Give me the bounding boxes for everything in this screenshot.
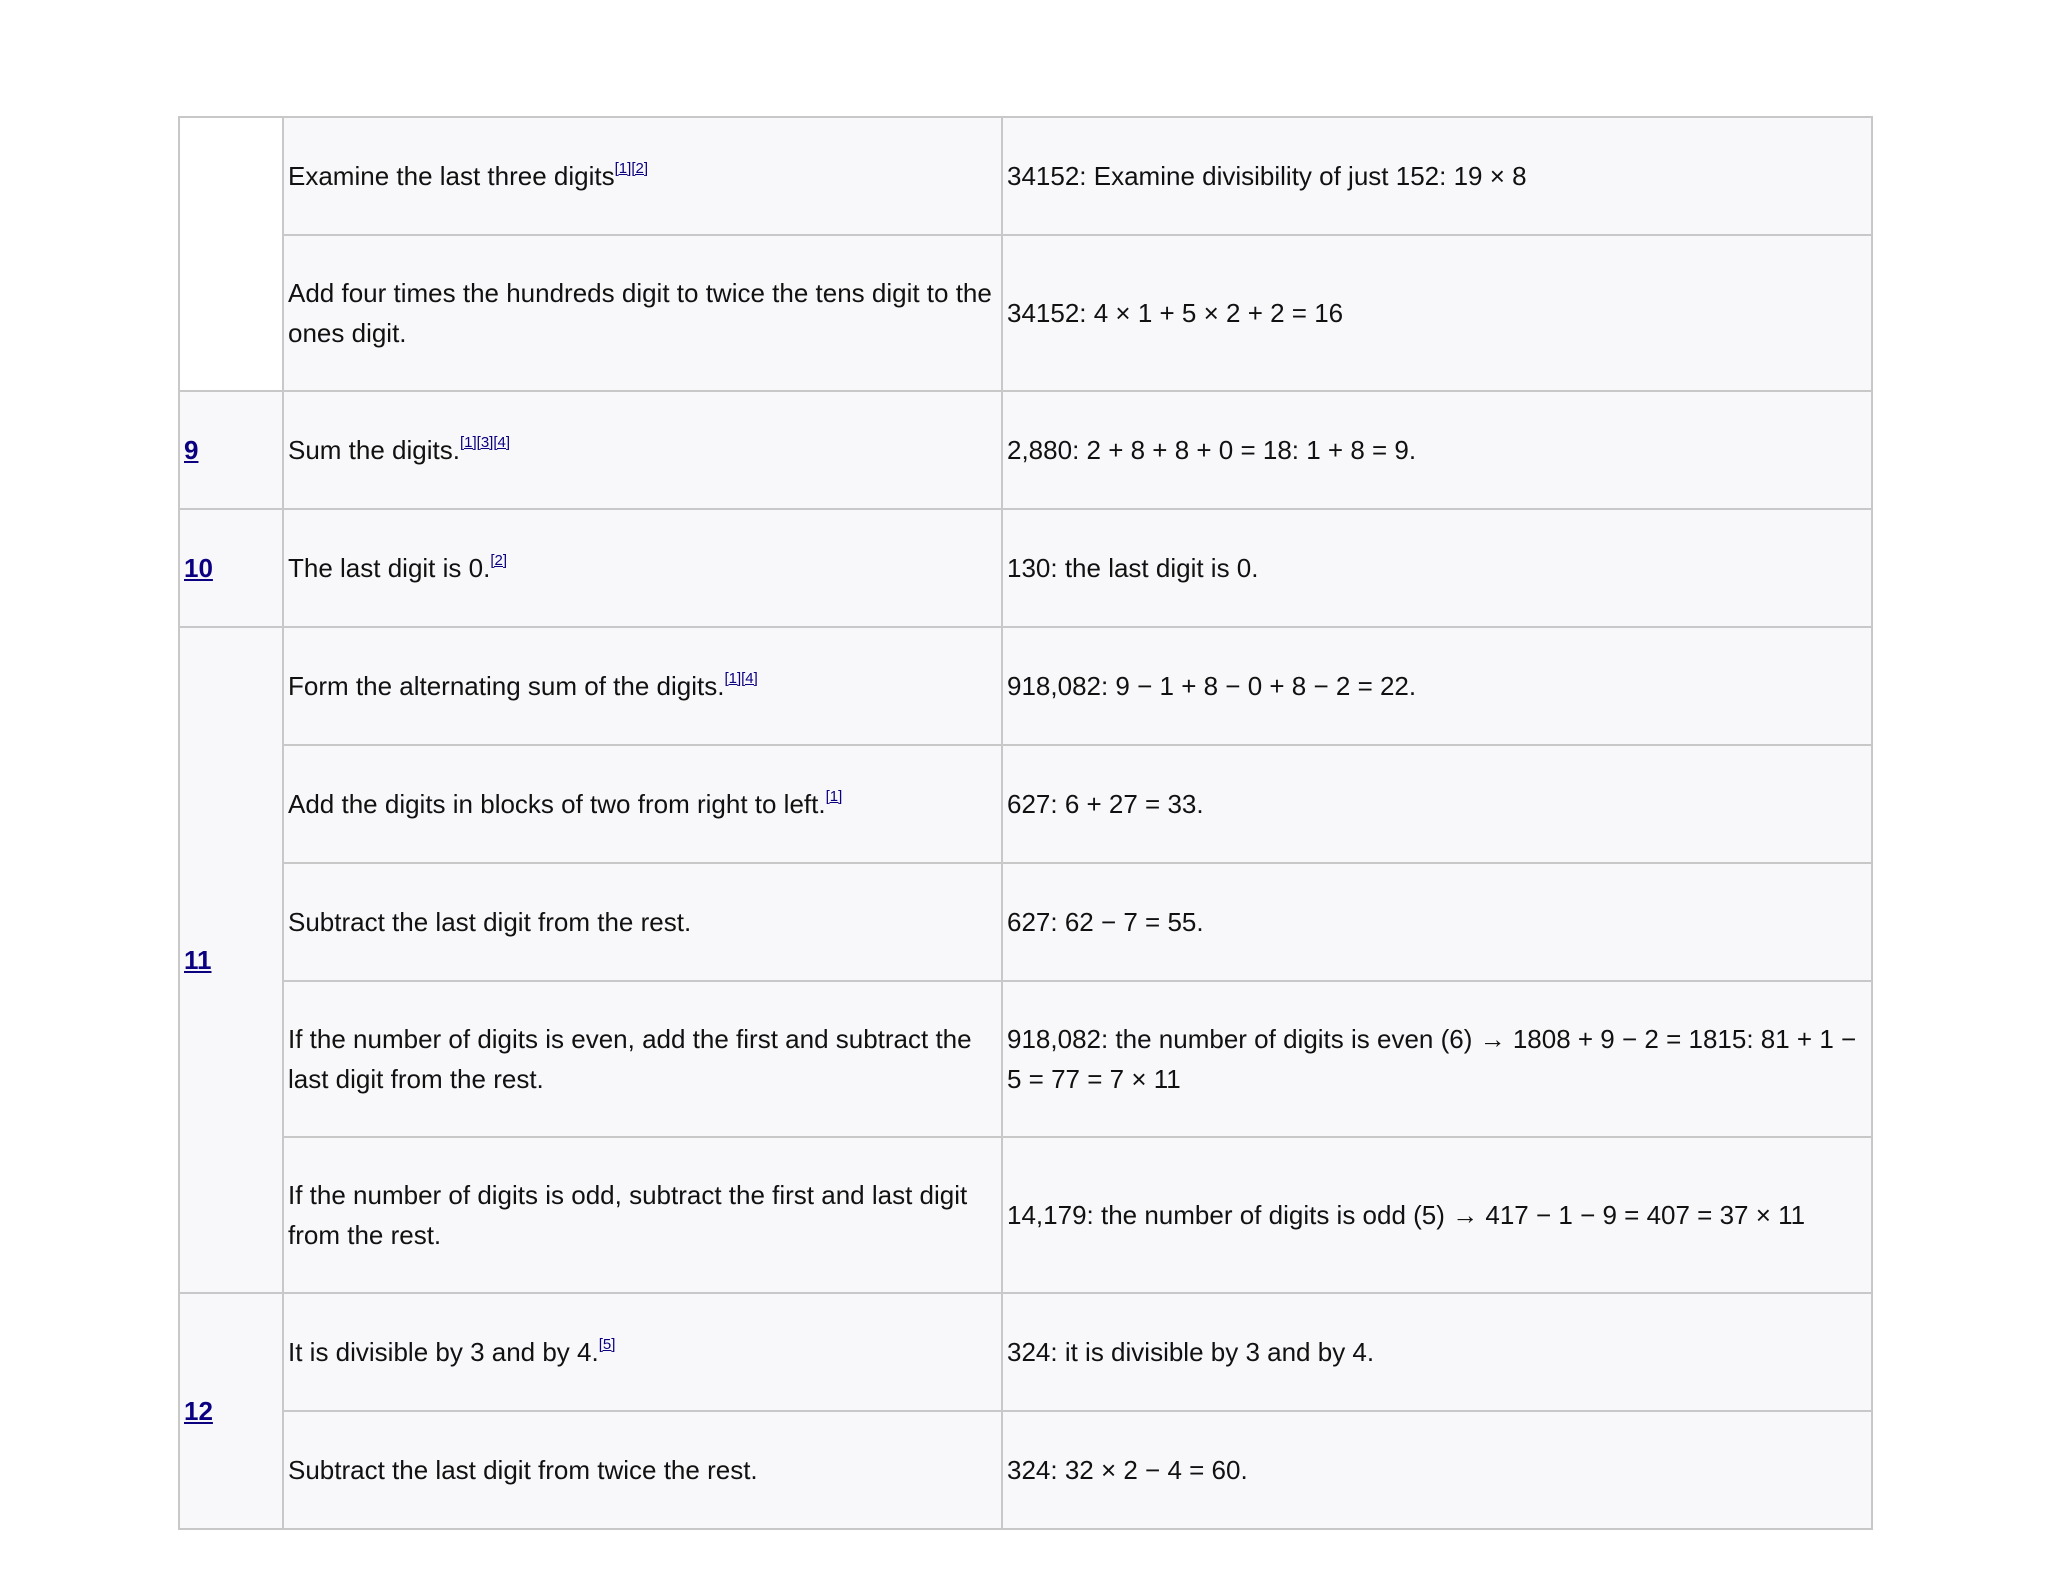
divisor-link-9[interactable]: 9 xyxy=(184,435,199,465)
citation-refs xyxy=(599,1336,616,1353)
divisor-link-12[interactable]: 12 xyxy=(184,1396,213,1426)
table-row xyxy=(179,1411,1872,1529)
rule-text: Examine the last three digits xyxy=(288,161,615,191)
table-row xyxy=(179,391,1872,509)
citation-link[interactable]: [4] xyxy=(741,670,758,687)
rule-cell: If the number of digits is even, add the first and subtract the last digit from the rest. xyxy=(283,981,1002,1137)
example-cell: 34152: 4 × 1 + 5 × 2 + 2 = 16 xyxy=(1002,235,1872,391)
rule-cell xyxy=(283,509,1002,627)
citation-refs xyxy=(615,160,648,177)
rule-cell xyxy=(283,391,1002,509)
citation-link[interactable]: [4] xyxy=(493,434,511,451)
divisor-cell xyxy=(179,627,283,1293)
rule-cell: If the number of digits is odd, subtract the first and last digit from the rest. xyxy=(283,1137,1002,1293)
example-cell: 324: it is divisible by 3 and by 4. xyxy=(1002,1293,1872,1411)
example-cell: 918,082: the number of digits is even (6) → 1808 + 9 − 2 = 1815: 81 + 1 − 5 = 77 = 7 × 11 xyxy=(1002,981,1872,1137)
example-cell: 130: the last digit is 0. xyxy=(1002,509,1872,627)
table-row xyxy=(179,117,1872,235)
rule-text: Sum the digits. xyxy=(288,435,460,465)
table-row xyxy=(179,235,1872,391)
table-row xyxy=(179,863,1872,981)
divisor-cell xyxy=(179,391,283,509)
citation-refs xyxy=(490,552,507,569)
citation-refs xyxy=(826,788,843,805)
rule-cell: Subtract the last digit from the rest. xyxy=(283,863,1002,981)
citation-link[interactable]: [2] xyxy=(631,160,648,177)
example-cell: 2,880: 2 + 8 + 8 + 0 = 18: 1 + 8 = 9. xyxy=(1002,391,1872,509)
table-row xyxy=(179,745,1872,863)
example-cell: 627: 6 + 27 = 33. xyxy=(1002,745,1872,863)
citation-link[interactable]: [2] xyxy=(490,552,507,569)
table-row xyxy=(179,1293,1872,1411)
table-row xyxy=(179,627,1872,745)
rule-cell xyxy=(283,745,1002,863)
rule-text: It is divisible by 3 and by 4. xyxy=(288,1337,599,1367)
example-cell: 918,082: 9 − 1 + 8 − 0 + 8 − 2 = 22. xyxy=(1002,627,1872,745)
divisor-cell-blank xyxy=(179,117,283,391)
citation-link[interactable]: [5] xyxy=(598,1336,616,1353)
divisibility-rules-table xyxy=(178,116,1873,1530)
rule-cell xyxy=(283,627,1002,745)
example-cell: 14,179: the number of digits is odd (5) → 417 − 1 − 9 = 407 = 37 × 11 xyxy=(1002,1137,1872,1293)
rule-cell xyxy=(283,117,1002,235)
rule-text: Form the alternating sum of the digits. xyxy=(288,671,725,701)
rule-text: The last digit is 0. xyxy=(288,553,491,583)
citation-link[interactable]: [1] xyxy=(724,670,742,687)
citation-link[interactable]: [1] xyxy=(614,160,632,177)
rule-cell: Subtract the last digit from twice the rest. xyxy=(283,1411,1002,1529)
citation-link[interactable]: [1] xyxy=(459,434,477,451)
divisor-cell xyxy=(179,509,283,627)
rule-cell: Add four times the hundreds digit to twice the tens digit to the ones digit. xyxy=(283,235,1002,391)
citation-link[interactable]: [1] xyxy=(825,788,843,805)
rule-cell xyxy=(283,1293,1002,1411)
citation-link[interactable]: [3] xyxy=(476,434,494,451)
divisor-cell xyxy=(179,1293,283,1529)
divisor-link-11[interactable]: 11 xyxy=(184,945,212,975)
rule-text: Add the digits in blocks of two from right to left. xyxy=(288,789,826,819)
example-cell: 627: 62 − 7 = 55. xyxy=(1002,863,1872,981)
citation-refs xyxy=(460,434,510,451)
example-cell: 324: 32 × 2 − 4 = 60. xyxy=(1002,1411,1872,1529)
table-row xyxy=(179,509,1872,627)
example-cell: 34152: Examine divisibility of just 152: 19 × 8 xyxy=(1002,117,1872,235)
table-row xyxy=(179,981,1872,1137)
table-row xyxy=(179,1137,1872,1293)
citation-refs xyxy=(724,670,757,687)
divisor-link-10[interactable]: 10 xyxy=(184,553,213,583)
